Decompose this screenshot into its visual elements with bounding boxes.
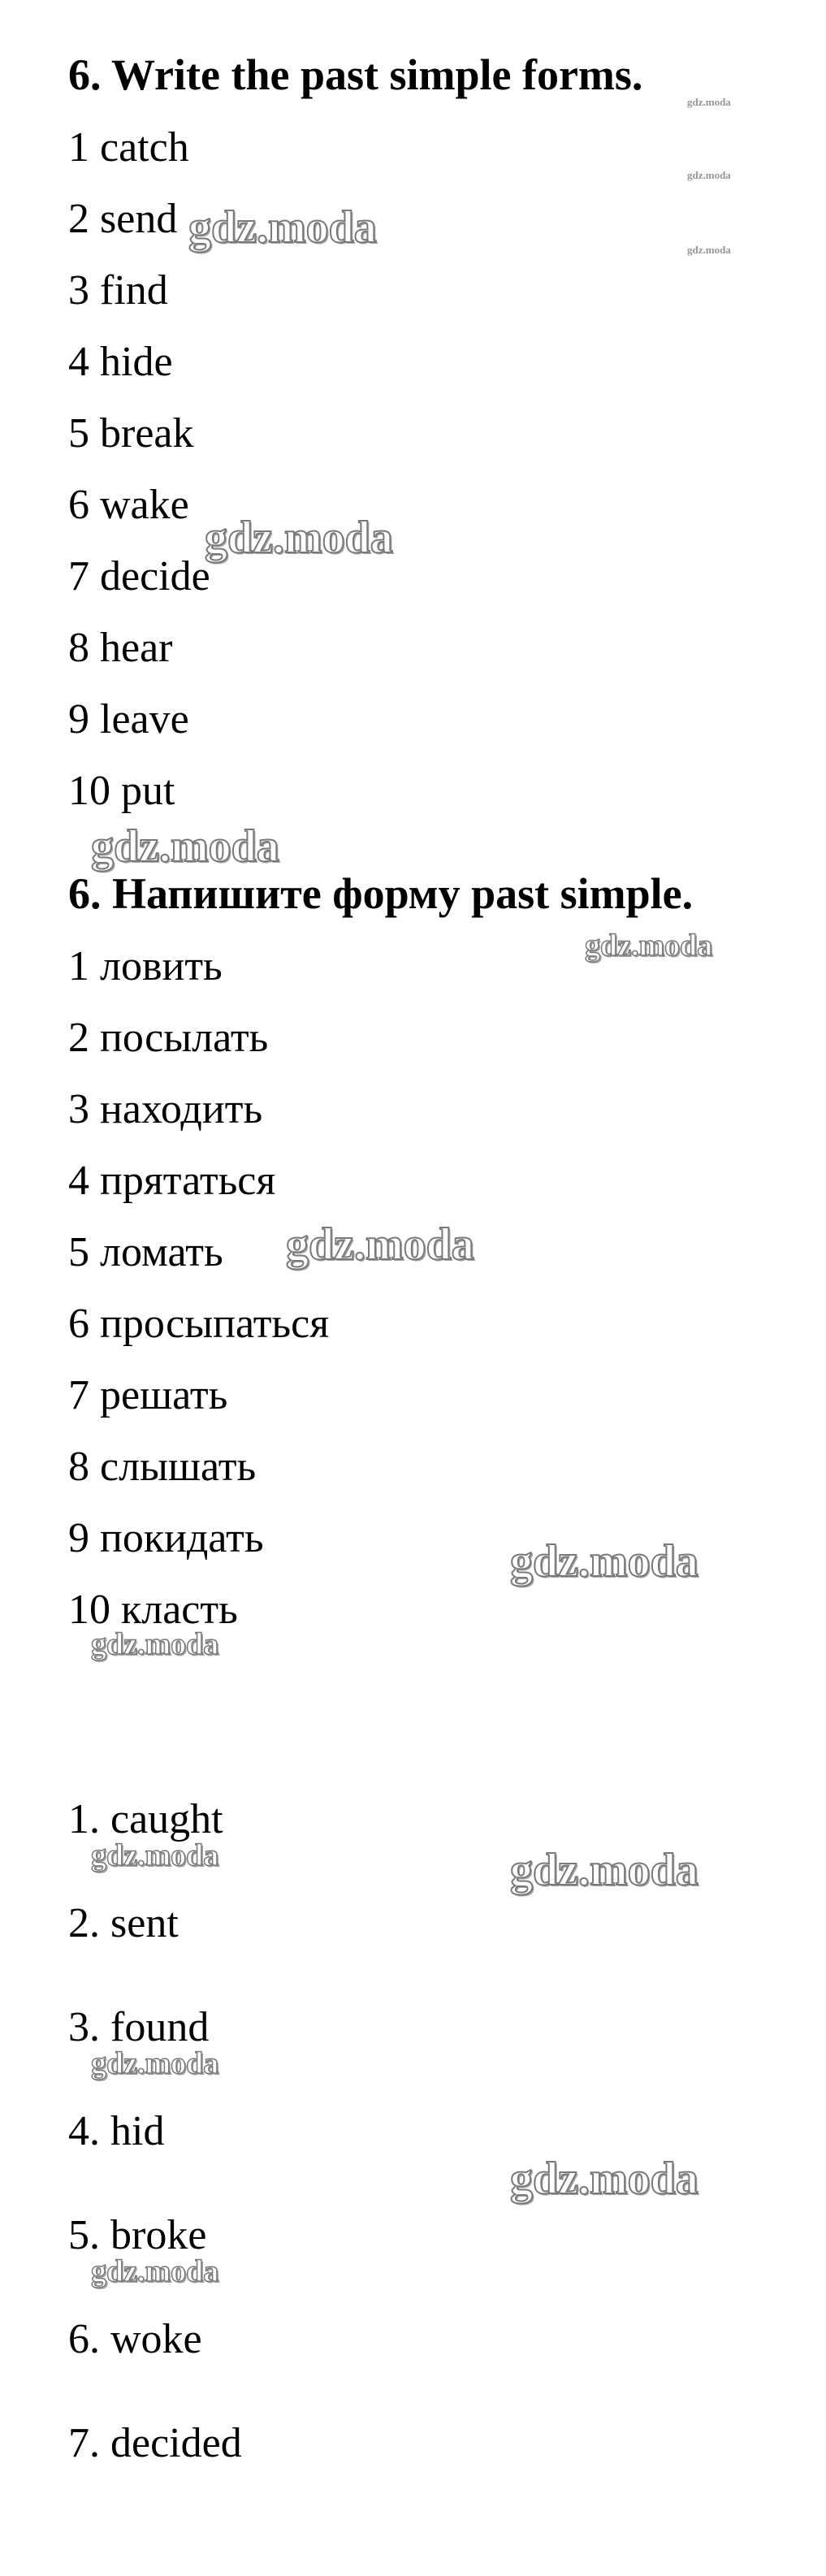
answer-item-7: 7. decided — [68, 2420, 242, 2466]
answer-item-4: 4. hid — [68, 2108, 165, 2154]
answer-item-6: 6. woke — [68, 2316, 202, 2362]
watermark: gdz.moda — [188, 202, 377, 253]
english-item-7: 7 decide — [68, 553, 210, 600]
english-item-6: 6 wake — [68, 482, 189, 528]
watermark: gdz.moda — [286, 1219, 474, 1270]
watermark: gdz.moda — [687, 169, 731, 181]
russian-item-9: 9 покидать — [68, 1515, 264, 1561]
answer-item-5: 5. broke — [68, 2212, 207, 2258]
watermark: gdz.moda — [91, 2254, 219, 2288]
watermark: gdz.moda — [205, 513, 393, 563]
watermark: gdz.moda — [687, 244, 731, 256]
watermark: gdz.moda — [91, 2046, 219, 2080]
russian-item-2: 2 посылать — [68, 1015, 269, 1061]
watermark: gdz.moda — [91, 1838, 219, 1872]
answer-item-2: 2. sent — [68, 1900, 179, 1946]
russian-item-6: 6 просыпаться — [68, 1301, 330, 1347]
watermark: gdz.moda — [585, 929, 713, 963]
answer-item-3: 3. found — [68, 2004, 210, 2050]
watermark: gdz.moda — [510, 1845, 698, 1895]
russian-item-1: 1 ловить — [68, 943, 223, 989]
english-item-9: 9 leave — [68, 696, 189, 742]
english-item-2: 2 send — [68, 196, 178, 242]
english-item-10: 10 put — [68, 768, 175, 814]
answer-item-1: 1. caught — [68, 1796, 223, 1842]
russian-heading: 6. Напишите форму past simple. — [68, 869, 694, 918]
russian-item-8: 8 слышать — [68, 1444, 257, 1490]
russian-item-4: 4 прятаться — [68, 1158, 276, 1204]
russian-item-3: 3 находить — [68, 1086, 263, 1132]
english-item-3: 3 find — [68, 267, 168, 314]
watermark: gdz.moda — [91, 821, 279, 872]
watermark: gdz.moda — [91, 1627, 219, 1661]
russian-item-5: 5 ломать — [68, 1229, 223, 1275]
english-item-8: 8 hear — [68, 625, 173, 671]
watermark: gdz.moda — [510, 2154, 698, 2204]
english-item-4: 4 hide — [68, 339, 173, 385]
russian-item-10: 10 класть — [68, 1587, 238, 1633]
watermark: gdz.moda — [510, 1536, 698, 1587]
english-item-1: 1 catch — [68, 124, 189, 171]
english-heading: 6. Write the past simple forms. — [68, 50, 643, 99]
russian-item-7: 7 решать — [68, 1372, 228, 1418]
watermark: gdz.moda — [687, 96, 731, 108]
english-item-5: 5 break — [68, 410, 194, 457]
